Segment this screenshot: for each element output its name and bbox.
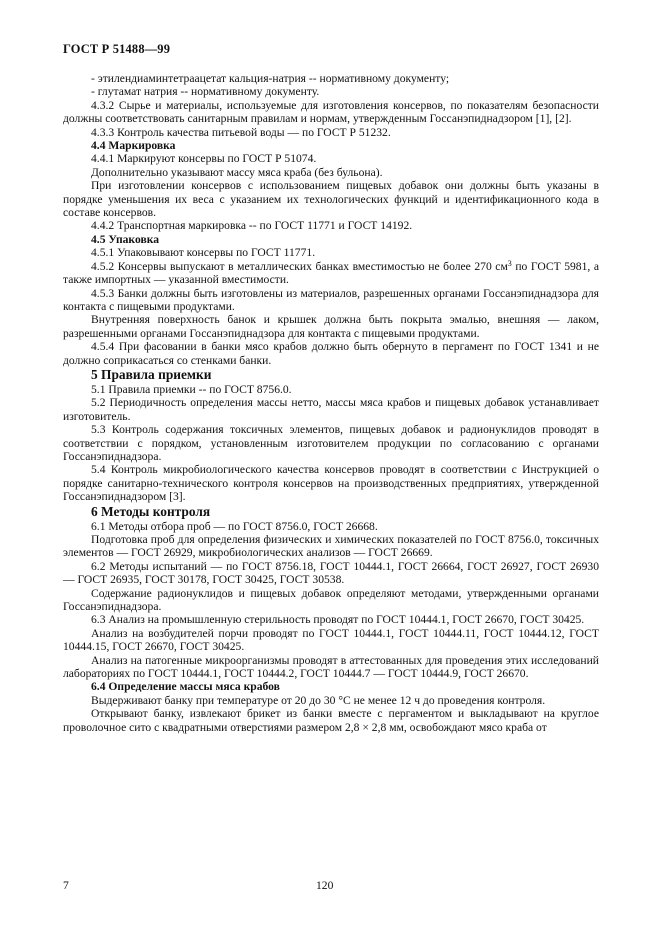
paragraph: Внутренняя поверхность банок и крышек должна быть покрыта эмалью, внешняя — лаком, разрешенными органами Госсанэпиднадзора для контакта с пищевыми продуктами. xyxy=(63,313,599,340)
paragraph: 4.5.3 Банки должны быть изготовлены из материалов, разрешенных органами Госсанэпиднадзора для контакта с пищевыми продуктами. xyxy=(63,286,599,313)
paragraph: 4.5.4 При фасовании в банки мясо крабов должно быть обернуто в пергамент по ГОСТ 1341 и не должно соприкасаться со стенками банки. xyxy=(63,340,599,367)
document-body xyxy=(63,72,599,734)
paragraph: 5.4 Контроль микробиологического качества консервов проводят в соответствии с Инструкцией о порядке санитарно-технического контроля консервов на производственных предприятиях, утвержденной Госсанэпиднадзором [3]. xyxy=(63,463,599,504)
paragraph: 4.4.2 Транспортная маркировка -- по ГОСТ 11771 и ГОСТ 14192. xyxy=(91,219,413,233)
paragraph: 5.2 Периодичность определения массы нетто, массы мяса крабов и пищевых добавок устанавливает изготовитель. xyxy=(63,396,599,423)
subsection-heading: 6.4 Определение массы мяса крабов xyxy=(91,680,280,694)
paragraph: 6.1 Методы отбора проб — по ГОСТ 8756.0, ГОСТ 26668. xyxy=(91,519,378,533)
paragraph: Анализ на патогенные микроорганизмы проводят в аттестованных для проведения этих исследований лабораториях по ГОСТ 10444.1, ГОСТ 10444.2, ГОСТ 10444.7 — ГОСТ 10444.9, ГОСТ 26670. xyxy=(63,653,599,681)
paragraph: Открывают банку, извлекают брикет из банки вместе с пергаментом и выкладывают на круглое проволочное сито с квадратными отверстиями размером 2,8 × 2,8 мм, освобождают мясо краба от xyxy=(63,707,599,734)
paragraph: Выдерживают банку при температуре от 20 до 30 °С не менее 12 ч до проведения контроля. xyxy=(91,693,546,707)
paragraph: Анализ на возбудителей порчи проводят по ГОСТ 10444.1, ГОСТ 10444.11, ГОСТ 10444.12, ГОСТ 10444.15, ГОСТ 26670, ГОСТ 30425. xyxy=(63,626,599,654)
paragraph-text: по ГОСТ 5981, а также импортных — указанной вместимости. xyxy=(63,259,600,287)
section-heading-6: 6 Методы контроля xyxy=(91,503,211,519)
paragraph-text: 4.5.2 Консервы выпускают в металлических банках вместимостью не более 270 см xyxy=(91,259,508,273)
page-number-left: 7 xyxy=(63,879,69,892)
paragraph: 4.4.1 Маркируют консервы по ГОСТ Р 51074. xyxy=(91,152,317,166)
superscript: 3 xyxy=(507,258,512,268)
subsection-heading: 4.5 Упаковка xyxy=(91,232,160,246)
paragraph: 5.1 Правила приемки -- по ГОСТ 8756.0. xyxy=(91,382,292,396)
paragraph: 4.5.1 Упаковывают консервы по ГОСТ 11771. xyxy=(91,246,316,260)
paragraph: 4.3.3 Контроль качества питьевой воды — по ГОСТ Р 51232. xyxy=(91,125,391,139)
section-heading-5: 5 Правила приемки xyxy=(91,366,212,382)
subsection-heading: 4.4 Маркировка xyxy=(91,139,176,153)
list-item: - этилендиаминтетраацетат кальция-натрия -- нормативному документу; xyxy=(91,72,450,85)
paragraph: 6.3 Анализ на промышленную стерильность проводят по ГОСТ 10444.1, ГОСТ 26670, ГОСТ 30425. xyxy=(91,613,585,627)
standard-header: ГОСТ Р 51488—99 xyxy=(63,42,171,56)
paragraph: 5.3 Контроль содержания токсичных элементов, пищевых добавок и радионуклидов проводят в соответствии с порядком, установленным изготовителем продукции по согласованию с органами Госсанэпиднадзора. xyxy=(63,423,599,463)
paragraph: Дополнительно указывают массу мяса краба (без бульона). xyxy=(91,165,383,179)
paragraph: 4.3.2 Сырье и материалы, используемые для изготовления консервов, по показателям безопасности должны соответствовать санитарным правилам и нормам, утвержденным Госсанэпиднадзором [1], [2]. xyxy=(63,98,599,126)
paragraph xyxy=(63,260,599,287)
paragraph: При изготовлении консервов с использованием пищевых добавок они должны быть указаны в порядке уменьшения их веса с указанием их технологических функций и идентификационного кода в составе консервов. xyxy=(63,179,599,220)
page-number-center: 120 xyxy=(316,879,334,892)
paragraph: Подготовка проб для определения физических и химических показателей по ГОСТ 8756.0, токсичных элементов — ГОСТ 26929, микробиологических анализов — ГОСТ 26669. xyxy=(63,533,599,560)
paragraph: 6.2 Методы испытаний — по ГОСТ 8756.18, ГОСТ 10444.1, ГОСТ 26664, ГОСТ 26927, ГОСТ 26930 — ГОСТ 26935, ГОСТ 30178, ГОСТ 30425, ГОСТ 30538. xyxy=(63,559,599,587)
list-item: - глутамат натрия -- нормативному документу. xyxy=(91,85,320,99)
paragraph: Содержание радионуклидов и пищевых добавок определяют методами, утвержденными органами Госсанэпиднадзора. xyxy=(63,586,599,614)
